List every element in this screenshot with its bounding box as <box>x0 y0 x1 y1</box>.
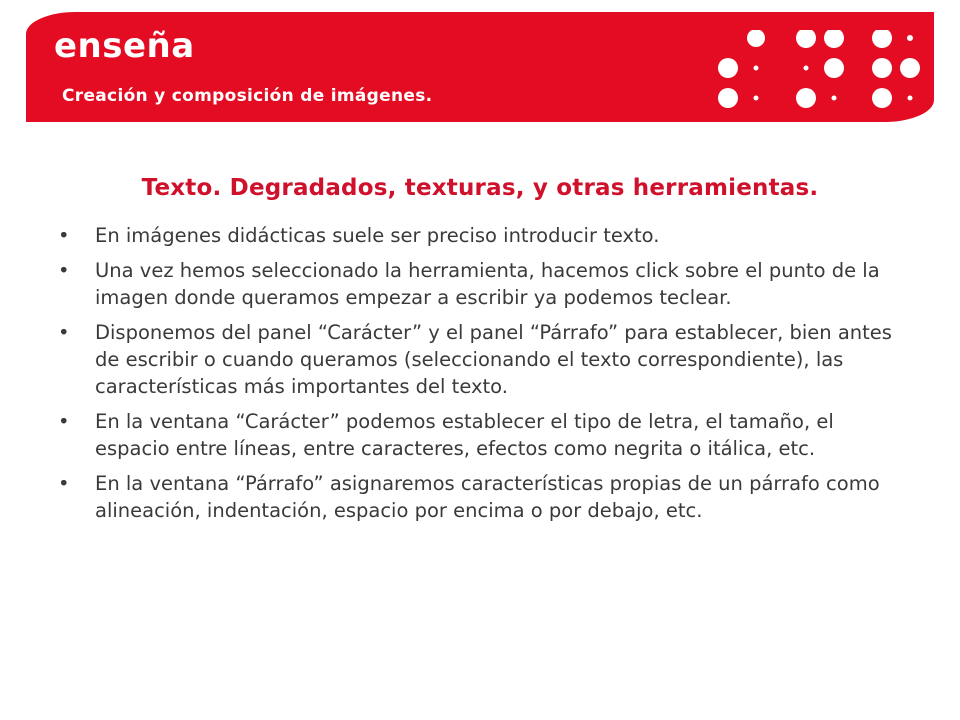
header-banner <box>26 12 934 122</box>
bullet-dot-icon: • <box>58 259 70 282</box>
header-subtitle: Creación y composición de imágenes. <box>62 86 433 106</box>
bullet-text: En la ventana “Párrafo” asignaremos características propias de un párrafo como alineación, indentación, espacio por encima o por debajo, etc. <box>95 472 880 522</box>
bullet-item <box>58 470 908 524</box>
brand-logo-text: enseña <box>54 26 195 66</box>
braille-dots-icon <box>706 30 926 114</box>
slide-title: Texto. Degradados, texturas, y otras herramientas. <box>141 175 819 201</box>
bullet-item <box>58 257 908 311</box>
bullet-text: Disponemos del panel “Carácter” y el panel “Párrafo” para establecer, bien antes de escribir o cuando queramos (seleccionando el texto correspondiente), las características más importantes del texto. <box>95 321 892 398</box>
bullet-dot-icon: • <box>58 224 70 247</box>
bullet-text: En imágenes didácticas suele ser preciso introducir texto. <box>95 224 660 247</box>
bullet-list <box>58 222 908 532</box>
bullet-item <box>58 408 908 462</box>
bullet-dot-icon: • <box>58 321 70 344</box>
bullet-item <box>58 222 908 249</box>
bullet-dot-icon: • <box>58 472 70 495</box>
bullet-item <box>58 319 908 400</box>
bullet-text: En la ventana “Carácter” podemos establecer el tipo de letra, el tamaño, el espacio entre líneas, entre caracteres, efectos como negrita o itálica, etc. <box>95 410 834 460</box>
bullet-dot-icon: • <box>58 410 70 433</box>
bullet-text: Una vez hemos seleccionado la herramienta, hacemos click sobre el punto de la imagen donde queramos empezar a escribir ya podemos teclear. <box>95 259 880 309</box>
